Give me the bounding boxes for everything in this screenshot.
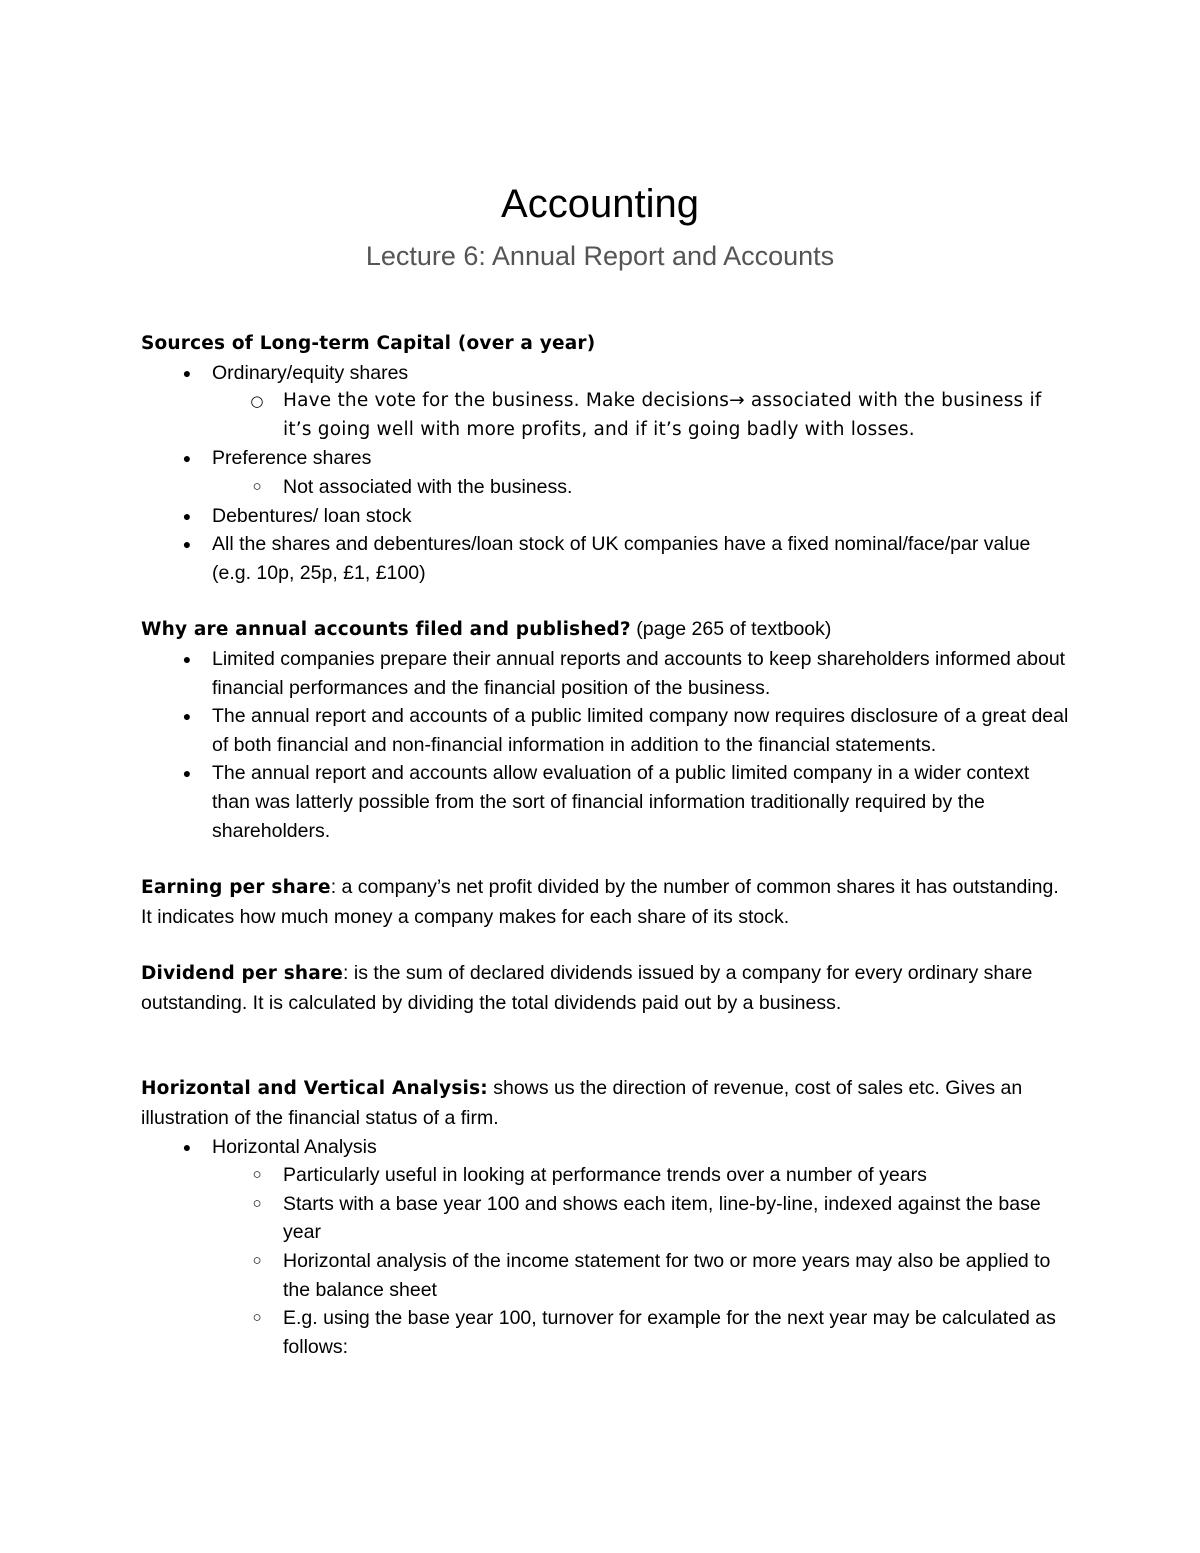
- list-item: ● Preference shares ○ Not associated with the business.: [212, 444, 1071, 501]
- sub-list: [212, 387, 1071, 444]
- bullet-icon: ●: [182, 536, 192, 553]
- document-body: [141, 330, 1071, 1361]
- sub-list: [212, 1161, 1071, 1361]
- capital-list: [141, 359, 1071, 588]
- list-item: ● Limited companies prepare their annual reports and accounts to keep shareholders informed about financial performances and the financial position of the business.: [212, 645, 1071, 702]
- sub-bullet-icon: ○: [252, 477, 262, 495]
- sub-bullet-icon: ○: [252, 1252, 262, 1270]
- sub-list-item: ○ Horizontal analysis of the income statement for two or more years may also be applied to the balance sheet: [283, 1247, 1071, 1304]
- sub-list: [212, 473, 1071, 502]
- section-heading-annual: Why are annual accounts filed and published? (page 265 of textbook): [141, 618, 832, 641]
- sub-list-item: ○ Have the vote for the business. Make decisions→ associated with the business if it’s going well with more profits, and if it’s going badly with losses.: [283, 387, 1071, 444]
- annual-list: [141, 645, 1071, 845]
- sub-list-item: ○ Starts with a base year 100 and shows each item, line-by-line, indexed against the base year: [283, 1190, 1071, 1247]
- page-title: Accounting: [501, 182, 699, 226]
- sub-bullet-icon: ○: [250, 392, 264, 411]
- list-item: ● The annual report and accounts allow evaluation of a public limited company in a wider context than was latterly possible from the sort of financial information traditionally required by the shareholders.: [212, 759, 1071, 845]
- sub-bullet-icon: ○: [252, 1309, 262, 1327]
- eps-definition: Earning per share: a company’s net profit divided by the number of common shares it has outstanding. It indicates how much money a company makes for each share of its stock.: [141, 876, 1059, 928]
- analysis-definition: Horizontal and Vertical Analysis: shows us the direction of revenue, cost of sales etc. Gives an illustration of the financial status of a firm.: [141, 1077, 1023, 1130]
- list-item: ● Debentures/ loan stock: [212, 502, 1071, 531]
- analysis-term: Horizontal and Vertical Analysis:: [141, 1078, 488, 1100]
- bullet-icon: ●: [182, 765, 192, 782]
- sub-bullet-icon: ○: [252, 1194, 262, 1212]
- dps-definition: Dividend per share: is the sum of declared dividends issued by a company for every ordinary share outstanding. It is calculated by dividing the total dividends paid out by a business.: [141, 962, 1033, 1014]
- bullet-icon: ●: [182, 708, 192, 725]
- sub-list-item: ○ E.g. using the base year 100, turnover for example for the next year may be calculated as follows:: [283, 1304, 1071, 1361]
- section-heading-capital: Sources of Long-term Capital (over a year): [141, 333, 596, 354]
- bullet-icon: ●: [182, 364, 192, 381]
- bullet-icon: ●: [182, 650, 192, 667]
- list-item: ● All the shares and debentures/loan stock of UK companies have a fixed nominal/face/par value (e.g. 10p, 25p, £1, £100): [212, 530, 1071, 587]
- eps-term: Earning per share: [141, 877, 331, 899]
- bullet-icon: ●: [182, 450, 192, 467]
- list-item: ● The annual report and accounts of a public limited company now requires disclosure of a great deal of both financial and non-financial information in addition to the financial statements.: [212, 702, 1071, 759]
- dps-term: Dividend per share: [141, 963, 344, 985]
- sub-list-item: ○ Not associated with the business.: [283, 473, 1071, 502]
- analysis-list: [141, 1133, 1071, 1362]
- sub-list-item: ○ Particularly useful in looking at performance trends over a number of years: [283, 1161, 1071, 1190]
- sub-bullet-icon: ○: [252, 1166, 262, 1184]
- list-item: ● Horizontal Analysis ○ Particularly useful in looking at performance trends over a number of years ○ Starts with a base year 100 and shows each item, line-by-line, indexed against the base year ○ Horizontal analysis of the income statement for two or more years may also be applied to the balance sheet ○ E.g. using the base year 100, turnover for example for the next year may be calculated as follows:: [212, 1133, 1071, 1362]
- page-subtitle: Lecture 6: Annual Report and Accounts: [365, 241, 835, 271]
- bullet-icon: ●: [182, 507, 192, 524]
- list-item: ● Ordinary/equity shares ○ Have the vote for the business. Make decisions→ associated with the business if it’s going well with more profits, and if it’s going badly with losses.: [212, 359, 1071, 445]
- bullet-icon: ●: [182, 1138, 192, 1155]
